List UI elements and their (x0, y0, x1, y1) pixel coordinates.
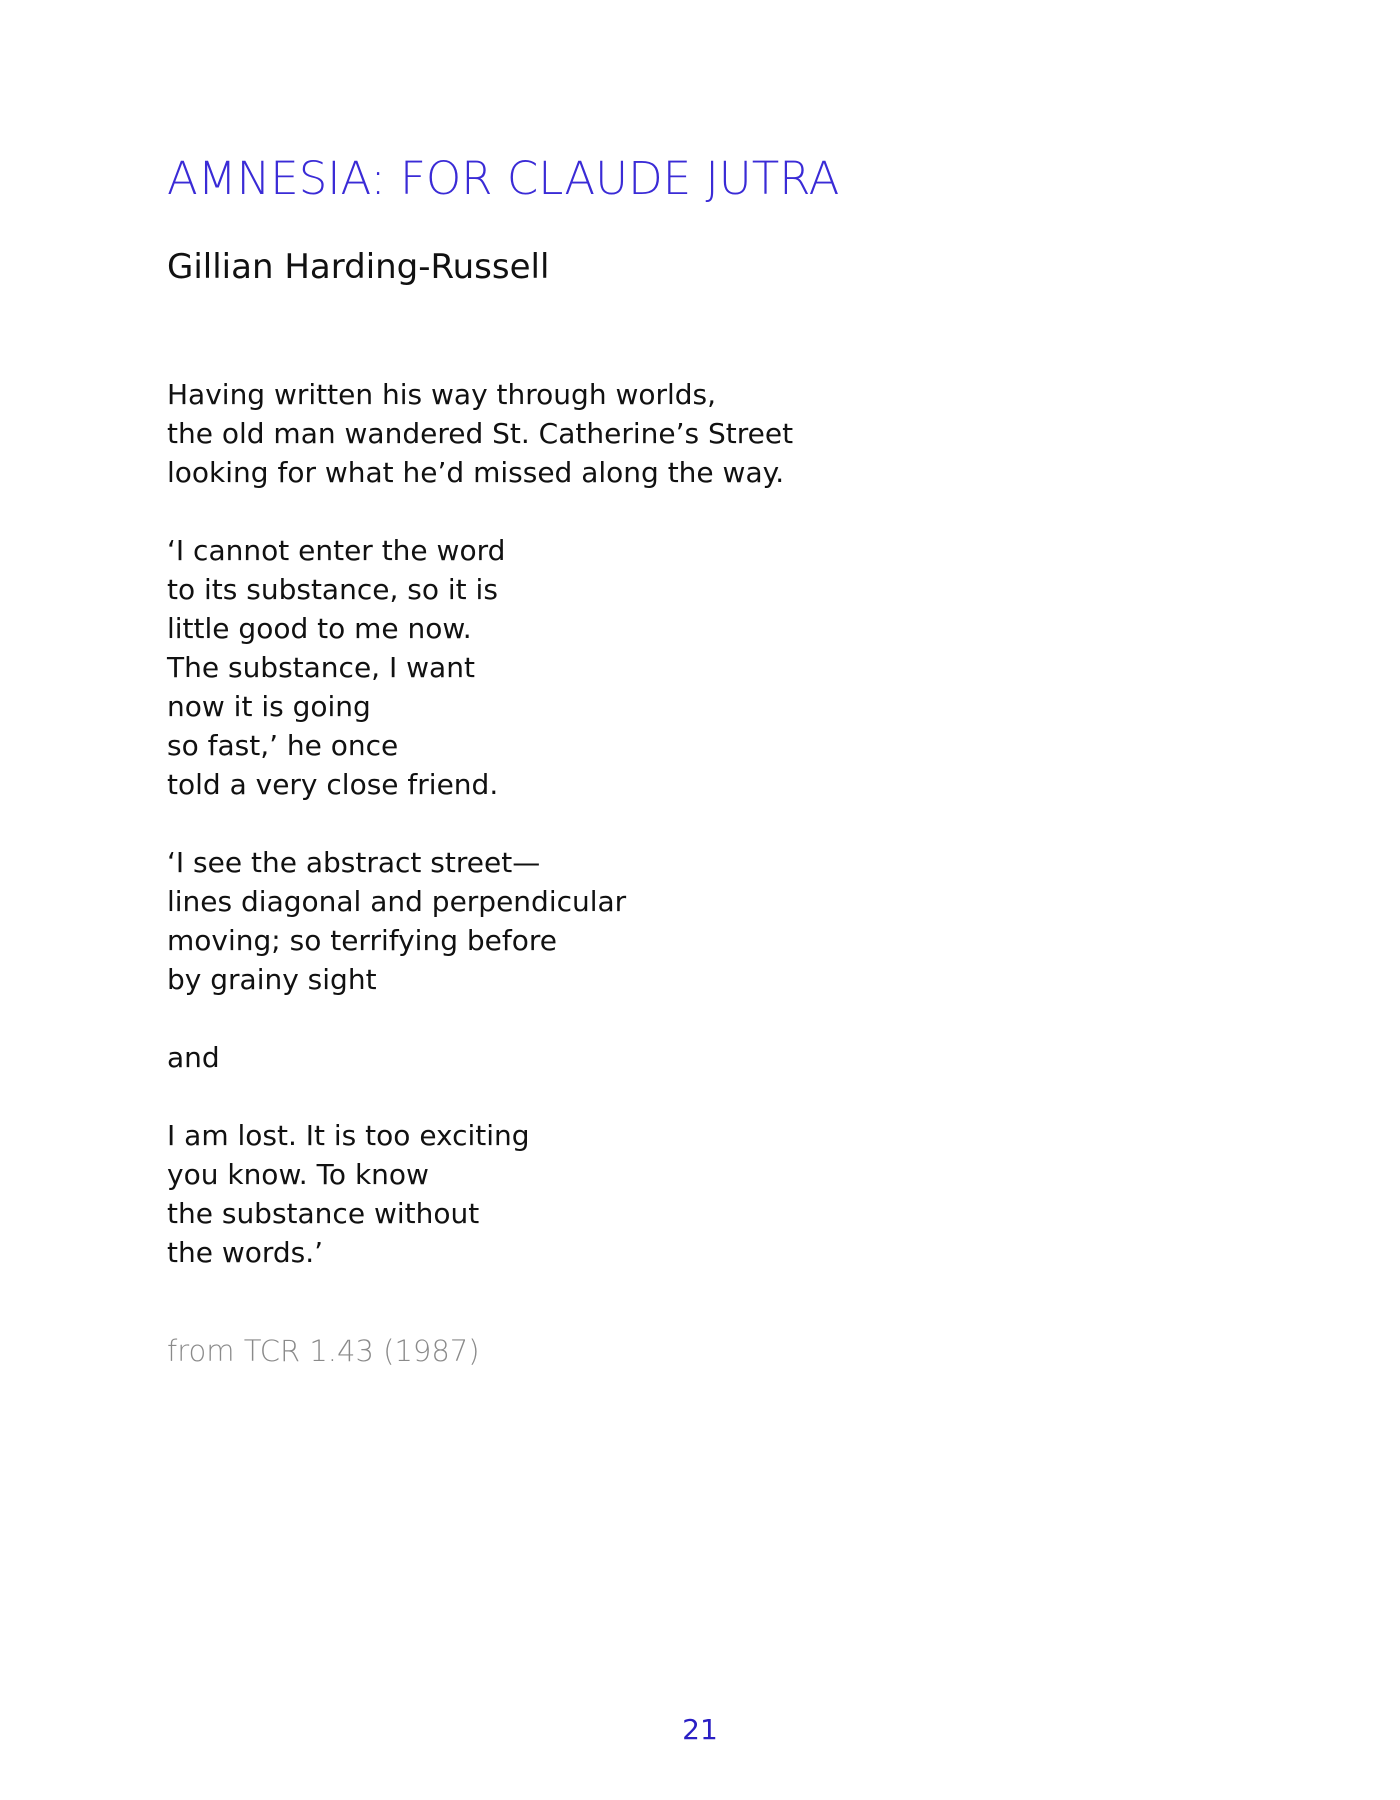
poem-line: now it is going (167, 690, 371, 723)
poem-line: by grainy sight (167, 963, 377, 996)
poem-line: looking for what he’d missed along the way. (167, 456, 785, 489)
poem-line: and (167, 1041, 220, 1074)
poem-line: you know. To know (167, 1158, 429, 1191)
poem-line: the words.’ (167, 1236, 324, 1269)
stanza (167, 531, 793, 804)
poem-line: lines diagonal and perpendicular (167, 885, 627, 918)
stanza (167, 1116, 793, 1272)
source-citation: from TCR 1.43 (1987) (167, 1334, 480, 1368)
poem-title: AMNESIA: FOR CLAUDE JUTRA (167, 152, 840, 205)
poem-line: little good to me now. (167, 612, 472, 645)
poem-body (167, 375, 793, 1311)
poem-line: The substance, I want (167, 651, 475, 684)
poem-line: Having written his way through worlds, (167, 378, 717, 411)
poem-line: I am lost. It is too exciting (167, 1119, 530, 1152)
poem-line: told a very close friend. (167, 768, 499, 801)
stanza (167, 1038, 793, 1077)
poem-line: moving; so terrifying before (167, 924, 557, 957)
poem-line: the old man wandered St. Catherine’s Street (167, 417, 794, 450)
poem-line: the substance without (167, 1197, 480, 1230)
page-number: 21 (682, 1713, 718, 1746)
poem-line: so fast,’ he once (167, 729, 399, 762)
poem-line: ‘I cannot enter the word (167, 534, 506, 567)
stanza (167, 375, 793, 492)
stanza (167, 843, 793, 999)
poem-line: ‘I see the abstract street— (167, 846, 541, 879)
poem-line: to its substance, so it is (167, 573, 498, 606)
poem-author: Gillian Harding-Russell (167, 247, 550, 287)
